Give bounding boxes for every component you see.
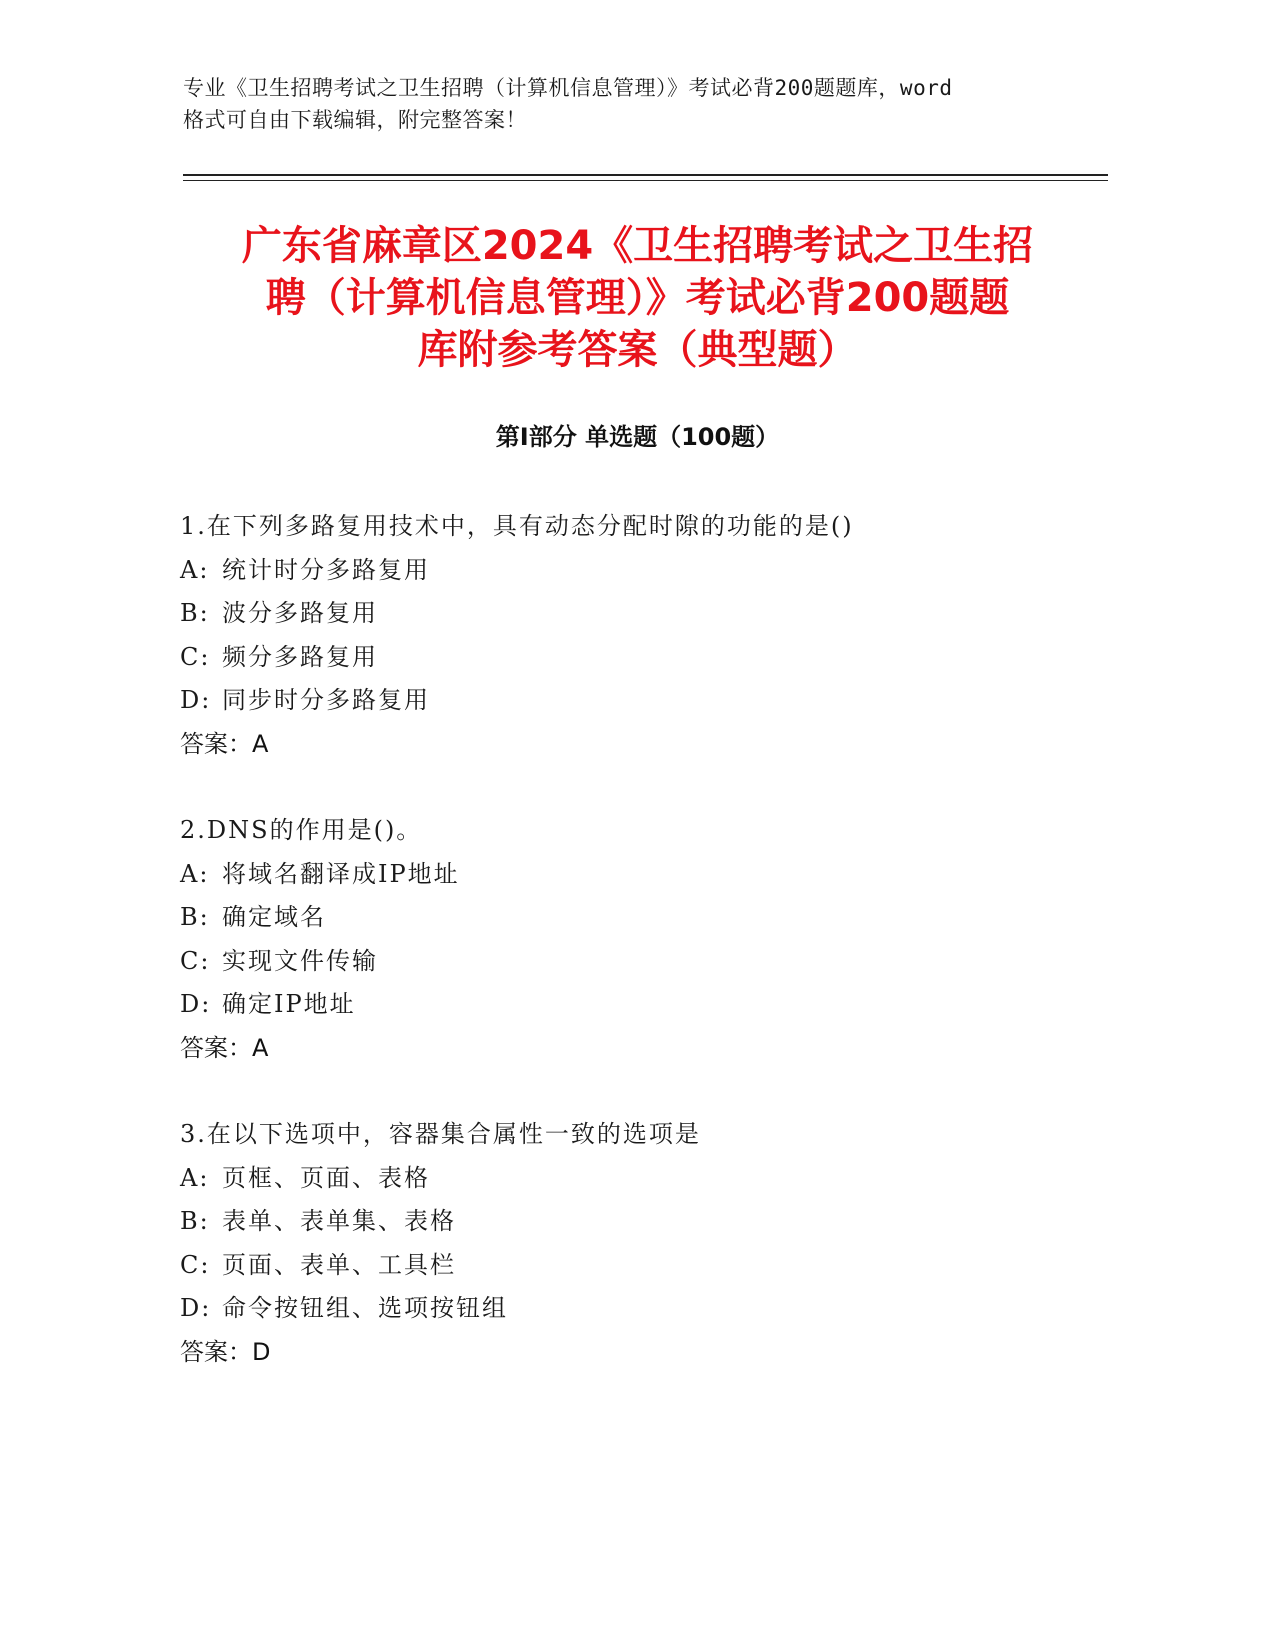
question-stem: 2.DNS的作用是()。 — [180, 816, 423, 844]
option-text: 将域名翻译成IP地址 — [222, 859, 460, 888]
question-3 — [180, 1113, 1100, 1374]
question-2 — [180, 809, 1100, 1070]
option-a — [180, 1157, 1100, 1201]
question-stem: 3.在以下选项中，容器集合属性一致的选项是 — [180, 1120, 701, 1148]
option-letter: C: — [180, 642, 211, 671]
option-text: 波分多路复用 — [222, 599, 378, 627]
question-1 — [180, 505, 1100, 766]
option-text: 页面、表单、工具栏 — [222, 1250, 456, 1279]
option-text: 同步时分多路复用 — [222, 686, 430, 714]
option-b — [180, 896, 1100, 940]
title-line-1: 广东省麻章区2024《卫生招聘考试之卫生招 — [241, 223, 1034, 269]
option-letter: B: — [180, 903, 210, 931]
option-letter: B: — [180, 599, 210, 627]
option-b — [180, 1200, 1100, 1244]
option-text: 统计时分多路复用 — [222, 555, 430, 584]
title-line-2: 聘（计算机信息管理）》考试必背200题题 — [265, 275, 1010, 321]
document-header — [183, 72, 1083, 136]
question-list — [180, 505, 1100, 1417]
option-d — [180, 679, 1100, 723]
option-letter: A: — [180, 555, 210, 584]
option-b — [180, 592, 1100, 636]
answer: 答案：A — [180, 1033, 269, 1062]
option-letter: C: — [180, 946, 211, 975]
option-text: 确定IP地址 — [222, 990, 356, 1018]
option-text: 命令按钮组、选项按钮组 — [222, 1294, 508, 1322]
section-title: 第Ⅰ部分 单选题（100题） — [495, 423, 780, 451]
option-a — [180, 853, 1100, 897]
option-c — [180, 940, 1100, 984]
option-d — [180, 1287, 1100, 1331]
title-line-3: 库附参考答案（典型题） — [417, 327, 858, 373]
header-divider-thick — [183, 174, 1108, 176]
option-text: 频分多路复用 — [222, 642, 378, 671]
option-letter: D: — [180, 1294, 212, 1322]
header-line-1: 专业《卫生招聘考试之卫生招聘（计算机信息管理）》考试必背200题题库，word — [183, 76, 953, 100]
header-divider-thin — [183, 180, 1108, 181]
option-c — [180, 1244, 1100, 1288]
option-c — [180, 636, 1100, 680]
option-letter: D: — [180, 686, 212, 714]
header-line-2: 格式可自由下载编辑，附完整答案！ — [183, 108, 527, 132]
option-text: 页框、页面、表格 — [222, 1163, 430, 1192]
option-text: 表单、表单集、表格 — [222, 1207, 456, 1235]
option-text: 实现文件传输 — [222, 946, 378, 975]
answer: 答案：D — [180, 1337, 271, 1366]
option-a — [180, 549, 1100, 593]
option-d — [180, 983, 1100, 1027]
option-letter: A: — [180, 1163, 210, 1192]
option-text: 确定域名 — [222, 903, 326, 931]
document-title — [185, 220, 1090, 376]
option-letter: B: — [180, 1207, 210, 1235]
option-letter: A: — [180, 859, 210, 888]
option-letter: C: — [180, 1250, 211, 1279]
answer: 答案：A — [180, 729, 269, 758]
question-stem: 1.在下列多路复用技术中，具有动态分配时隙的功能的是() — [180, 512, 854, 540]
option-letter: D: — [180, 990, 212, 1018]
